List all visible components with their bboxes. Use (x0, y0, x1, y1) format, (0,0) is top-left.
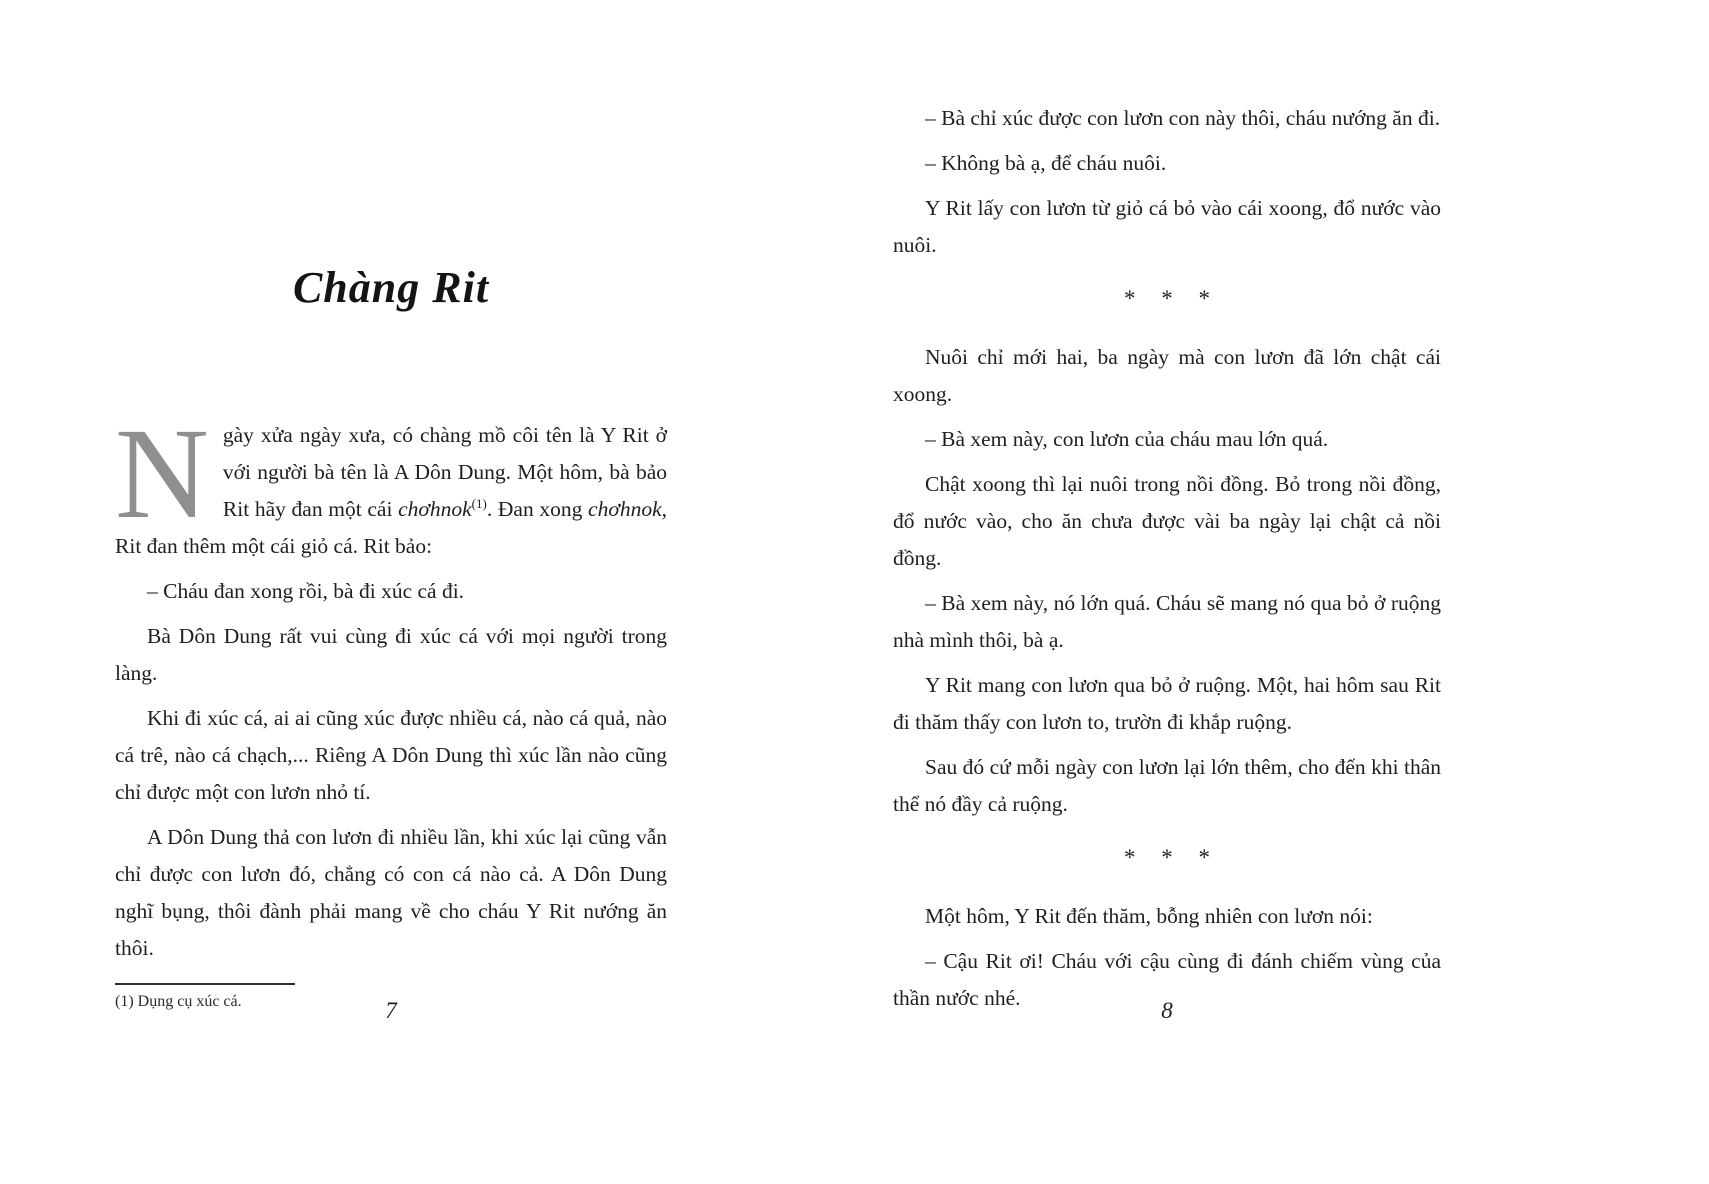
page-left (115, 0, 667, 1184)
page-right (893, 0, 1441, 1184)
paragraph: Y Rit mang con lươn qua bỏ ở ruộng. Một, hai hôm sau Rit đi thăm thấy con lươn to, trườn đi khắp ruộng. (893, 673, 1441, 734)
chapter-title: Chàng Rit (292, 263, 490, 312)
paragraph: Một hôm, Y Rit đến thăm, bỗng nhiên con lươn nói: (925, 904, 1373, 928)
footnote: (1) Dụng cụ xúc cá. (115, 993, 242, 1010)
section-separator: * * * (1124, 286, 1210, 311)
paragraph: Bà Dôn Dung rất vui cùng đi xúc cá với mọi người trong làng. (115, 624, 667, 685)
opening-text-2: . Đan xong (486, 497, 589, 521)
opening-paragraph (115, 402, 667, 565)
paragraph: Sau đó cứ mỗi ngày con lươn lại lớn thêm, cho đến khi thân thể nó đầy cả ruộng. (893, 755, 1441, 816)
paragraph: – Bà xem này, nó lớn quá. Cháu sẽ mang nó qua bỏ ở ruộng nhà mình thôi, bà ạ. (893, 591, 1441, 652)
footnote-reference: (1) (471, 495, 487, 511)
opening-text-1: gày xửa ngày xưa, có chàng mồ côi tên là Y Rit ở với người bà tên là A Dôn Dung. Một hôm, bà bảo Rit hãy đan một cái (222, 423, 667, 521)
opening-text-3: , Rit đan thêm một cái giỏ cá. Rit bảo: (115, 497, 667, 558)
paragraph: Nuôi chỉ mới hai, ba ngày mà con lươn đã lớn chật cái xoong. (893, 345, 1441, 406)
paragraph: Y Rit lấy con lươn từ giỏ cá bỏ vào cái xoong, đổ nước vào nuôi. (893, 196, 1441, 257)
paragraph: – Cậu Rit ơi! Cháu với cậu cùng đi đánh chiếm vùng của thần nước nhé. (893, 949, 1441, 1010)
paragraph: – Bà xem này, con lươn của cháu mau lớn quá. (925, 427, 1329, 451)
paragraph: Chật xoong thì lại nuôi trong nồi đồng. Bỏ trong nồi đồng, đổ nước vào, cho ăn chưa được vài ba ngày lại chật cả nồi đồng. (893, 472, 1441, 570)
term-chohnok-2: chơhnok (588, 497, 662, 521)
paragraph: – Cháu đan xong rồi, bà đi xúc cá đi. (147, 579, 465, 603)
term-chohnok-1: chơhnok (398, 497, 472, 521)
dropcap: N (115, 402, 209, 546)
right-page-body (893, 0, 1441, 1017)
footnote-divider (115, 983, 295, 985)
page-number-left: 7 (385, 998, 397, 1023)
paragraph: Khi đi xúc cá, ai ai cũng xúc được nhiều cá, nào cá quả, nào cá trê, nào cá chạch,... Riêng A Dôn Dung thì xúc lần nào cũng chỉ được một con lươn nhỏ tí. (115, 706, 667, 804)
paragraph: – Không bà ạ, để cháu nuôi. (925, 151, 1167, 175)
paragraph: – Bà chỉ xúc được con lươn con này thôi, cháu nướng ăn đi. (925, 106, 1441, 130)
section-separator: * * * (1124, 845, 1210, 870)
left-page-body (115, 402, 667, 1011)
paragraph: A Dôn Dung thả con lươn đi nhiều lần, khi xúc lại cũng vẫn chỉ được con lươn đó, chẳng có con cá nào cả. A Dôn Dung nghĩ bụng, thôi đành phải mang về cho cháu Y Rit nướng ăn thôi. (115, 825, 667, 960)
page-number-right: 8 (1161, 998, 1173, 1023)
